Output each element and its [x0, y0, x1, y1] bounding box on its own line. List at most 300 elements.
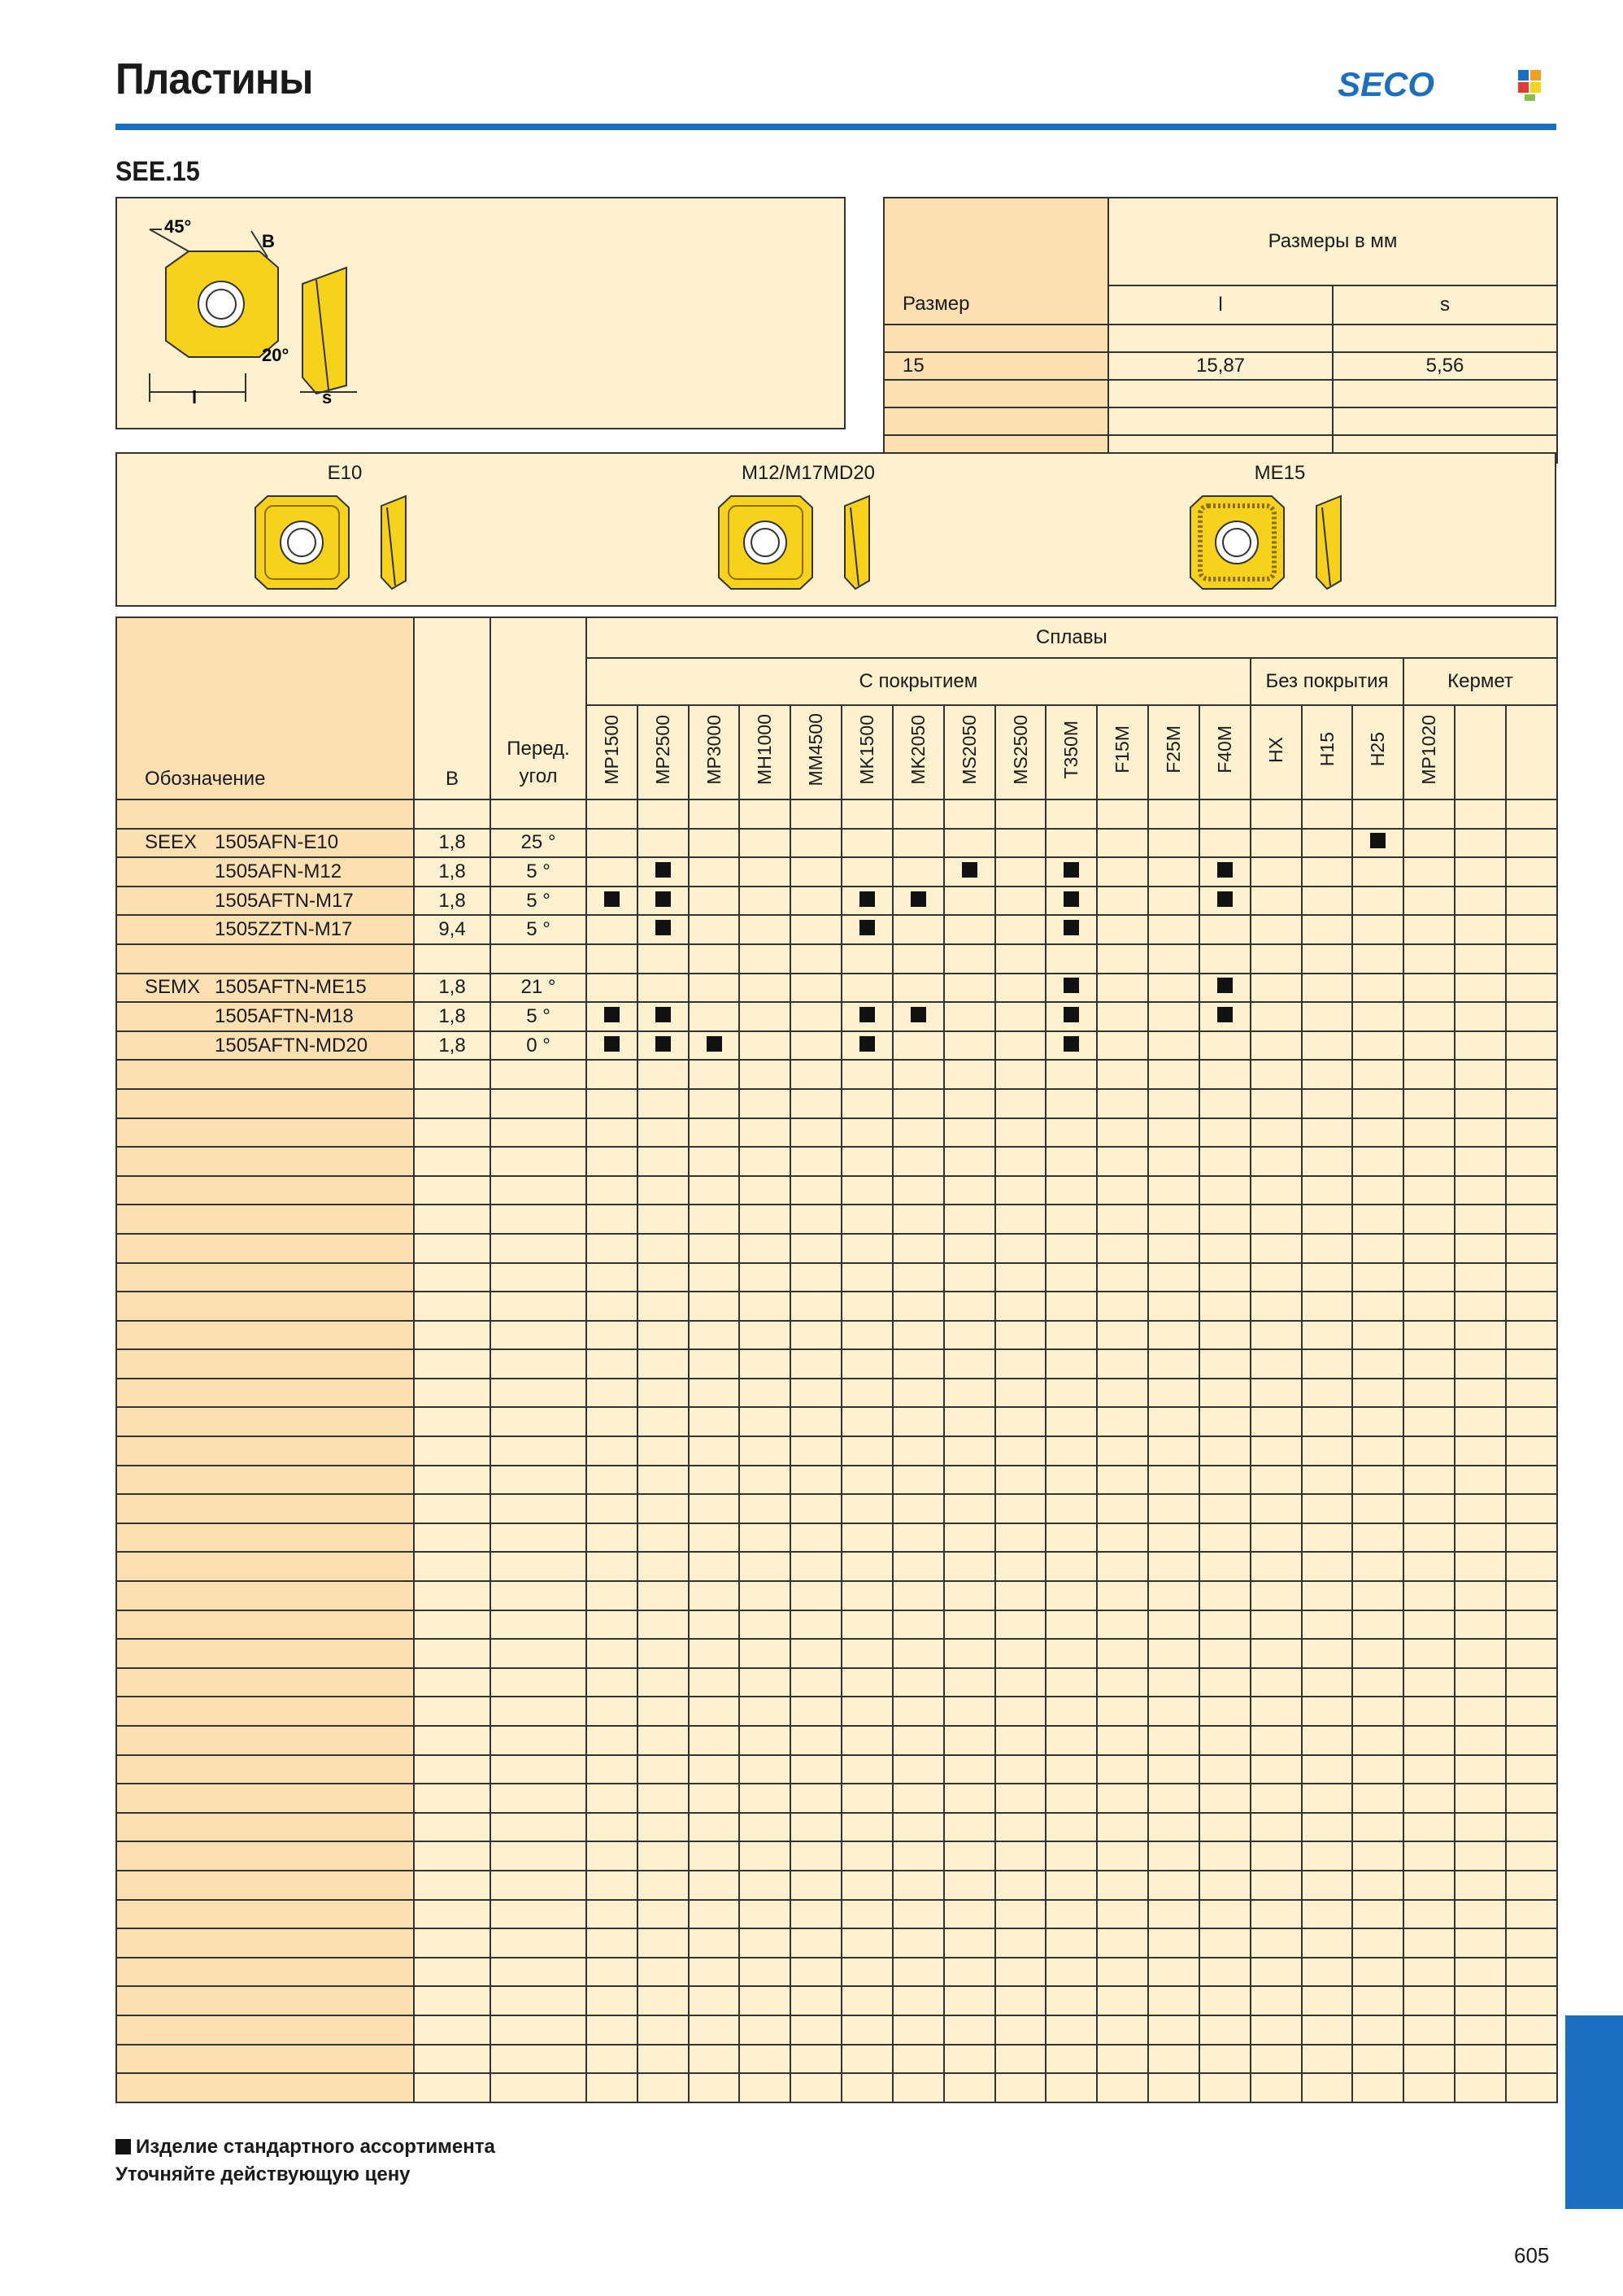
grade-cell	[1046, 1639, 1097, 1668]
grade-cell	[1506, 1407, 1557, 1436]
grade-cell	[586, 857, 637, 887]
grade-cell	[944, 1726, 995, 1755]
grade-cell	[995, 1234, 1046, 1263]
grade-cell	[1302, 1407, 1353, 1436]
grade-cell	[893, 1205, 944, 1234]
grade-cell	[689, 1118, 740, 1148]
grade-cell	[1302, 1379, 1353, 1408]
grade-cell	[842, 1813, 893, 1842]
grade-cell	[1403, 1986, 1455, 2015]
table-row	[116, 1986, 1557, 2015]
grade-header-cell	[1199, 705, 1251, 799]
grade-cell	[1455, 1784, 1506, 1813]
insert-icon	[1109, 490, 1451, 595]
grade-cell	[995, 1928, 1046, 1958]
grade-cell	[637, 1002, 689, 1031]
table-row	[116, 1871, 1557, 1900]
grade-cell	[1302, 1031, 1353, 1061]
designation-cell	[116, 887, 414, 916]
grade-cell	[1199, 2045, 1251, 2074]
grade-cell	[1097, 1466, 1148, 1495]
standard-mark-icon	[911, 891, 926, 907]
grade-cell	[1352, 1581, 1403, 1610]
designation-cell	[116, 1900, 414, 1929]
designation-code: 1505AFTN-MD20	[215, 1034, 368, 1057]
standard-mark-icon	[1064, 920, 1079, 935]
legend-price: Уточняйте действующую цену	[115, 2163, 411, 2185]
grade-cell	[586, 1581, 637, 1610]
grade-header-cell	[739, 705, 790, 799]
grade-cell	[1046, 1928, 1097, 1958]
rake-angle-cell	[490, 944, 586, 974]
table-row	[116, 1060, 1557, 1089]
table-row	[116, 1755, 1557, 1784]
grade-cell	[1046, 2073, 1097, 2102]
grade-cell	[586, 1263, 637, 1292]
grade-cell	[1455, 1986, 1506, 2015]
grade-cell	[790, 1494, 842, 1523]
grade-cell	[1046, 1321, 1097, 1350]
b-cell	[414, 1349, 490, 1379]
grade-cell	[1046, 1494, 1097, 1523]
grade-cell	[1352, 1726, 1403, 1755]
grade-cell	[995, 1784, 1046, 1813]
grade-cell	[790, 1726, 842, 1755]
grade-cell	[1302, 915, 1353, 944]
grade-cell	[995, 1349, 1046, 1379]
grade-cell	[842, 1147, 893, 1176]
b-cell: 1,8	[414, 887, 490, 916]
grade-cell	[1046, 1841, 1097, 1871]
grade-cell	[689, 1205, 740, 1234]
b-cell	[414, 1668, 490, 1697]
grade-cell	[1097, 1089, 1148, 1118]
grade-cell	[1097, 2015, 1148, 2045]
grade-cell	[842, 1784, 893, 1813]
grade-cell	[586, 2073, 637, 2102]
table-row	[116, 1263, 1557, 1292]
standard-mark-icon	[859, 891, 875, 907]
b-cell	[414, 1379, 490, 1408]
table-row	[116, 944, 1557, 974]
grade-cell	[1506, 1813, 1557, 1842]
grade-cell	[739, 1002, 790, 1031]
standard-mark-icon	[707, 1036, 722, 1052]
grade-cell	[1352, 1494, 1403, 1523]
grade-cell	[739, 1466, 790, 1495]
grade-cell	[1251, 1668, 1302, 1697]
grade-cell	[1251, 1031, 1302, 1061]
grade-cell	[1506, 1784, 1557, 1813]
grade-cell	[1302, 1639, 1353, 1668]
grade-cell	[1251, 974, 1302, 1003]
grade-cell	[1455, 2015, 1506, 2045]
grade-cell	[1455, 1928, 1506, 1958]
designation-cell	[116, 799, 414, 829]
grade-cell	[1506, 1610, 1557, 1640]
col-l-header: l	[1108, 285, 1333, 325]
grade-cell	[586, 1147, 637, 1176]
grade-cell	[1455, 1668, 1506, 1697]
grade-cell	[944, 1900, 995, 1929]
grade-cell	[1251, 1321, 1302, 1350]
grade-cell	[1455, 887, 1506, 916]
grade-cell	[689, 1610, 740, 1640]
grade-cell	[586, 887, 637, 916]
grade-cell	[1199, 1349, 1251, 1379]
rake-angle-cell	[490, 2073, 586, 2102]
grade-cell	[1455, 1726, 1506, 1755]
grade-header-cell	[586, 705, 637, 799]
b-cell	[414, 799, 490, 829]
grade-cell	[1455, 1697, 1506, 1726]
table-row	[116, 1784, 1557, 1813]
rake-angle-cell	[490, 1784, 586, 1813]
grade-cell	[842, 1755, 893, 1784]
grade-cell	[790, 857, 842, 887]
designation-cell	[116, 2015, 414, 2045]
designation-header: Обозначение	[145, 768, 266, 790]
grade-cell	[893, 2045, 944, 2074]
grade-cell	[689, 1436, 740, 1466]
grade-name: MS2050	[958, 714, 980, 785]
grade-cell	[842, 1379, 893, 1408]
table-row	[116, 1205, 1557, 1234]
grade-cell	[1199, 1697, 1251, 1726]
grade-cell	[1046, 1031, 1097, 1061]
standard-mark-icon	[859, 920, 875, 935]
grade-cell	[1251, 1379, 1302, 1408]
grade-cell	[995, 915, 1046, 944]
b-cell	[414, 1089, 490, 1118]
grade-cell	[1403, 1436, 1455, 1466]
grade-cell	[1403, 1234, 1455, 1263]
grade-cell	[1148, 1581, 1199, 1610]
grade-cell	[1148, 1118, 1199, 1148]
grade-cell	[689, 1668, 740, 1697]
designation-cell	[116, 1176, 414, 1205]
grade-cell	[944, 1813, 995, 1842]
grade-cell	[1455, 1755, 1506, 1784]
grade-cell	[995, 887, 1046, 916]
grade-cell	[995, 1871, 1046, 1900]
geometry-3	[1109, 462, 1451, 599]
grade-cell	[1302, 1436, 1353, 1466]
grade-cell	[1455, 1581, 1506, 1610]
grade-cell	[1148, 857, 1199, 887]
designation-cell	[116, 915, 414, 944]
grade-cell	[586, 1466, 637, 1495]
grade-cell	[1046, 1958, 1097, 1987]
b-cell	[414, 2045, 490, 2074]
grade-cell	[842, 1900, 893, 1929]
designation-cell	[116, 1697, 414, 1726]
b-cell	[414, 1407, 490, 1436]
grade-cell	[1352, 1234, 1403, 1263]
grade-cell	[1403, 2045, 1455, 2074]
designation-cell	[116, 1263, 414, 1292]
standard-mark-icon	[655, 862, 671, 878]
grade-cell	[637, 1755, 689, 1784]
grade-cell	[1352, 1697, 1403, 1726]
grade-cell	[1506, 829, 1557, 858]
grade-cell	[1403, 915, 1455, 944]
grade-cell	[1251, 1349, 1302, 1379]
grade-cell	[944, 1928, 995, 1958]
grade-cell	[944, 1841, 995, 1871]
grade-cell	[1302, 1089, 1353, 1118]
grade-cell	[1455, 1379, 1506, 1408]
grade-cell	[1097, 1697, 1148, 1726]
b-cell	[414, 1234, 490, 1263]
table-row	[116, 2015, 1557, 2045]
grade-cell	[790, 1697, 842, 1726]
grade-cell	[995, 2045, 1046, 2074]
rake-angle-cell	[490, 1379, 586, 1408]
grade-cell	[1302, 1552, 1353, 1581]
grade-cell	[1097, 1263, 1148, 1292]
grade-cell	[1148, 1900, 1199, 1929]
table-row	[116, 1176, 1557, 1205]
grade-cell	[944, 1552, 995, 1581]
rake-angle-cell	[490, 1610, 586, 1640]
grade-cell	[893, 887, 944, 916]
grade-name: F40M	[1213, 725, 1235, 773]
grade-cell	[586, 1813, 637, 1842]
table-row	[116, 1581, 1557, 1610]
grade-cell	[995, 1407, 1046, 1436]
grade-cell	[637, 2073, 689, 2102]
standard-mark-icon	[962, 862, 977, 878]
grade-cell	[689, 1958, 740, 1987]
grade-cell	[586, 1089, 637, 1118]
grade-cell	[842, 1466, 893, 1495]
grade-cell	[944, 829, 995, 858]
grade-cell	[1199, 829, 1251, 858]
grade-cell	[1199, 1928, 1251, 1958]
grade-cell	[586, 1407, 637, 1436]
grade-cell	[1403, 1668, 1455, 1697]
grade-cell	[1302, 1668, 1353, 1697]
grade-cell	[1455, 1118, 1506, 1148]
table-row	[116, 829, 1557, 858]
grade-header-cell	[1097, 705, 1148, 799]
grades-table	[115, 616, 1558, 2103]
grade-cell	[1046, 1726, 1097, 1755]
grade-cell	[1199, 2015, 1251, 2045]
grade-cell	[1352, 1668, 1403, 1697]
grade-cell	[1148, 1349, 1199, 1379]
grade-cell	[1302, 1321, 1353, 1350]
grade-cell	[842, 1292, 893, 1321]
grade-cell	[1455, 915, 1506, 944]
grade-cell	[790, 1379, 842, 1408]
grade-cell	[1199, 1234, 1251, 1263]
grade-cell	[944, 1089, 995, 1118]
grade-cell	[1403, 2073, 1455, 2102]
grade-cell	[1148, 1436, 1199, 1466]
table-row	[116, 1668, 1557, 1697]
designation-cell	[116, 1060, 414, 1089]
grade-cell	[893, 1784, 944, 1813]
grade-cell	[1251, 857, 1302, 887]
grade-cell	[739, 1176, 790, 1205]
grade-cell	[1199, 1784, 1251, 1813]
b-cell	[414, 1321, 490, 1350]
grade-cell	[689, 2045, 740, 2074]
insert-icon	[637, 490, 979, 595]
grade-cell	[842, 887, 893, 916]
grade-cell	[1251, 1234, 1302, 1263]
uncoated-group-header: Без покрытия	[1251, 658, 1403, 705]
grade-cell	[1403, 1292, 1455, 1321]
grade-cell	[586, 1205, 637, 1234]
designation-cell	[116, 857, 414, 887]
grade-cell	[739, 1552, 790, 1581]
grade-cell	[995, 1610, 1046, 1640]
grade-cell	[739, 974, 790, 1003]
grade-cell	[842, 1871, 893, 1900]
grade-cell	[1148, 1755, 1199, 1784]
grade-cell	[1097, 1292, 1148, 1321]
grade-cell	[1097, 1610, 1148, 1640]
grade-cell	[790, 1234, 842, 1263]
grade-cell	[1148, 1060, 1199, 1089]
grade-cell	[1302, 1841, 1353, 1871]
grade-cell	[842, 2073, 893, 2102]
grade-cell	[637, 1841, 689, 1871]
svg-text:SECO: SECO	[1338, 65, 1435, 102]
grade-cell	[1302, 1958, 1353, 1987]
grade-cell	[893, 1436, 944, 1466]
grade-cell	[1352, 799, 1403, 829]
grade-cell	[893, 915, 944, 944]
grade-cell	[1148, 1523, 1199, 1553]
grade-cell	[790, 915, 842, 944]
grade-cell	[1148, 1639, 1199, 1668]
grade-cell	[893, 1928, 944, 1958]
grade-cell	[893, 799, 944, 829]
page-number: 605	[1514, 2243, 1550, 2268]
grade-cell	[893, 1089, 944, 1118]
standard-mark-icon	[1217, 1007, 1233, 1022]
grade-cell	[1302, 1755, 1353, 1784]
grade-cell	[1455, 1234, 1506, 1263]
b-header: B	[414, 617, 490, 799]
insert-diagram-panel	[115, 197, 846, 429]
grade-cell	[1251, 1089, 1302, 1118]
grade-cell	[1506, 1436, 1557, 1466]
b-cell: 1,8	[414, 1031, 490, 1061]
grade-cell	[1046, 887, 1097, 916]
grade-header-cell	[637, 705, 689, 799]
grade-cell	[893, 1697, 944, 1726]
grade-cell	[689, 829, 740, 858]
grade-cell	[995, 1581, 1046, 1610]
grade-cell	[944, 1523, 995, 1553]
grade-cell	[1251, 1871, 1302, 1900]
grade-cell	[1148, 1205, 1199, 1234]
grade-header-cell	[1251, 705, 1302, 799]
grade-cell	[790, 1176, 842, 1205]
grade-cell	[1302, 1349, 1353, 1379]
grade-cell	[1199, 1379, 1251, 1408]
designation-cell	[116, 1871, 414, 1900]
grade-cell	[1506, 1841, 1557, 1871]
grade-cell	[637, 1263, 689, 1292]
grade-cell	[1352, 1986, 1403, 2015]
cermet-group-header: Кермет	[1403, 658, 1557, 705]
grade-cell	[1403, 1321, 1455, 1350]
grade-cell	[944, 1292, 995, 1321]
grade-cell	[1403, 1407, 1455, 1436]
grade-cell	[739, 1407, 790, 1436]
grade-cell	[1403, 799, 1455, 829]
grade-cell	[944, 2073, 995, 2102]
grade-cell	[1352, 1349, 1403, 1379]
grade-cell	[586, 1234, 637, 1263]
grade-cell	[1097, 1494, 1148, 1523]
standard-mark-icon	[655, 920, 671, 935]
grade-cell	[1403, 1610, 1455, 1640]
designation-cell	[116, 1436, 414, 1466]
table-row	[116, 857, 1557, 887]
grade-cell	[1199, 1118, 1251, 1148]
grade-cell	[1506, 1147, 1557, 1176]
grade-cell	[586, 1610, 637, 1640]
grade-cell	[739, 1031, 790, 1061]
grade-cell	[586, 1349, 637, 1379]
grade-cell	[1148, 1668, 1199, 1697]
grade-cell	[1506, 1379, 1557, 1408]
grade-cell	[1148, 1089, 1199, 1118]
rake-angle-cell	[490, 1407, 586, 1436]
rake-angle-cell	[490, 2045, 586, 2074]
grade-cell	[637, 887, 689, 916]
grade-cell	[842, 1321, 893, 1350]
grade-cell	[637, 1784, 689, 1813]
grade-name: H15	[1316, 732, 1338, 767]
grade-cell	[1251, 1494, 1302, 1523]
grade-cell	[1403, 1494, 1455, 1523]
grade-cell	[1251, 1292, 1302, 1321]
designation-cell	[116, 1552, 414, 1581]
grade-cell	[944, 944, 995, 974]
grade-cell	[1199, 1002, 1251, 1031]
grade-cell	[1097, 799, 1148, 829]
grade-cell	[1097, 1900, 1148, 1929]
grade-cell	[1455, 1436, 1506, 1466]
grade-cell	[1506, 1552, 1557, 1581]
grade-cell	[893, 1118, 944, 1148]
grade-cell	[1455, 1407, 1506, 1436]
legend-standard	[115, 2136, 495, 2159]
rake-angle-cell	[490, 1147, 586, 1176]
grade-cell	[1352, 1841, 1403, 1871]
table-row	[116, 1552, 1557, 1581]
grade-cell	[1046, 1002, 1097, 1031]
designation-cell	[116, 1234, 414, 1263]
grade-cell	[1302, 2015, 1353, 2045]
grade-cell	[1352, 1436, 1403, 1466]
grade-cell	[1148, 1494, 1199, 1523]
table-row	[116, 915, 1557, 944]
grade-cell	[586, 1986, 637, 2015]
standard-mark-icon	[115, 2139, 131, 2154]
grade-cell	[1148, 1147, 1199, 1176]
grade-cell	[790, 1263, 842, 1292]
grade-cell	[842, 799, 893, 829]
